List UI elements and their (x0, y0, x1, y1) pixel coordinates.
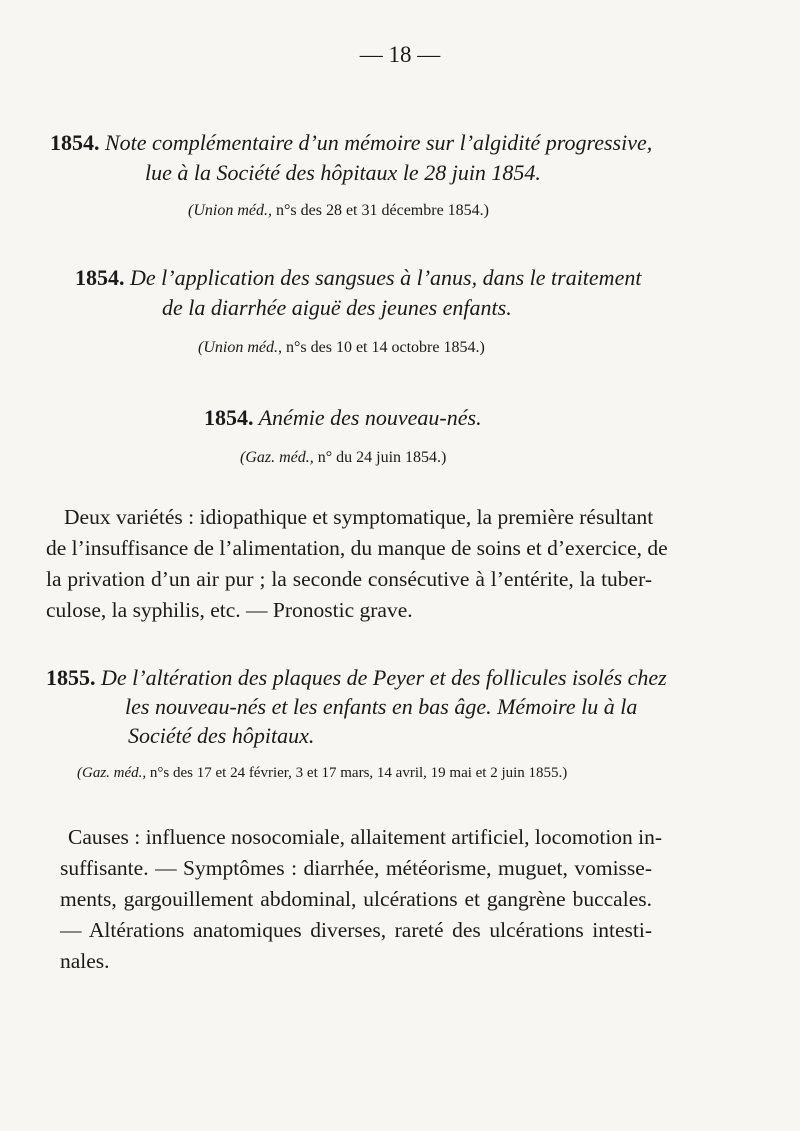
entry-3-summary (46, 502, 668, 626)
entry-1-title-text-1: Note complémentaire d’un mémoire sur l’algidité progressive, (105, 130, 653, 155)
entry-3-source-issue: n° du 24 juin 1854.) (313, 449, 447, 466)
entry-3-summary-line: la privation d’un air pur ; la seconde consécutive à l’entérite, la tuber- (46, 567, 652, 591)
entry-4-summary-line: Causes : influence nosocomiale, allaitement artificiel, locomotion in- (68, 825, 663, 849)
entry-3-source (240, 449, 446, 467)
entry-4-summary-line: suffisante. — Symptômes : diarrhée, météorisme, muguet, vomisse- (60, 856, 652, 880)
entry-3-source-journal: (Gaz. méd., (240, 449, 314, 466)
entry-4-source (77, 765, 567, 782)
entry-2-source-issue: n°s des 10 et 14 octobre 1854.) (281, 339, 485, 356)
entry-2-year: 1854. (75, 265, 125, 290)
entry-4-title-line-3: Société des hôpitaux. (128, 723, 315, 748)
entry-4-summary-line: — Altérations anatomiques diverses, rareté des ulcérations intesti- (60, 918, 652, 942)
entry-4-title-text-1: De l’altération des plaques de Peyer et des follicules isolés chez (101, 665, 667, 690)
entry-4-summary (60, 822, 663, 977)
entry-1-title-line-2: lue à la Société des hôpitaux le 28 juin 1854. (145, 160, 541, 185)
entry-3-year: 1854. (204, 405, 254, 430)
entry-2-title-text-1: De l’application des sangsues à l’anus, dans le traitement (130, 265, 642, 290)
entry-3-title-line-1 (204, 405, 482, 431)
entry-2-title-line-1 (75, 265, 641, 291)
entry-2-source (198, 339, 485, 357)
entry-4-source-issue: n°s des 17 et 24 février, 3 et 17 mars, 14 avril, 19 mai et 2 juin 1855.) (146, 765, 568, 781)
entry-1-source-issue: n°s des 28 et 31 décembre 1854.) (271, 202, 489, 219)
entry-4-year: 1855. (46, 665, 96, 690)
entry-1-source (188, 202, 489, 220)
entry-3-summary-line: de l’insuffisance de l’alimentation, du manque de soins et d’exercice, de (46, 536, 668, 560)
entry-3-title-text-1: Anémie des nouveau-nés. (258, 405, 482, 430)
entry-2-source-journal: (Union méd., (198, 339, 282, 356)
entry-1-source-journal: (Union méd., (188, 202, 272, 219)
entry-1-year: 1854. (50, 130, 100, 155)
page-number: — 18 — (359, 42, 441, 67)
entry-4-summary-line: ments, gargouillement abdominal, ulcérations et gangrène buccales. (60, 887, 652, 911)
entry-4-source-journal: (Gaz. méd., (77, 765, 147, 781)
entry-3-summary-line: Deux variétés : idiopathique et symptomatique, la première résultant (64, 505, 654, 529)
entry-2-title-line-2: de la diarrhée aiguë des jeunes enfants. (162, 295, 512, 320)
entry-4-title-line-2: les nouveau-nés et les enfants en bas âge. Mémoire lu à la (125, 694, 638, 719)
entry-3-summary-line: culose, la syphilis, etc. — Pronostic grave. (46, 598, 413, 622)
entry-1-title-line-1 (50, 130, 652, 156)
entry-4-summary-line: nales. (60, 949, 110, 973)
entry-4-title-line-1 (46, 665, 667, 691)
